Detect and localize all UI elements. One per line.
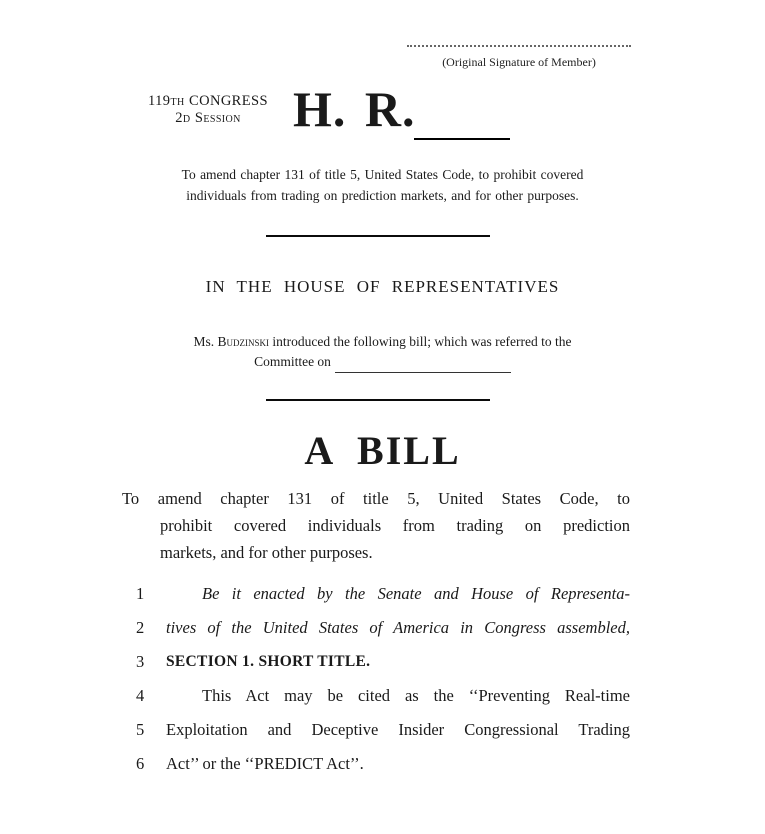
chamber-heading: IN THE HOUSE OF REPRESENTATIVES [205,277,560,296]
long-title-line: markets, and for other purposes. [160,543,373,562]
bill-line [136,679,630,713]
congress-ordinal: TH [170,97,185,108]
line-number: 5 [136,720,145,739]
bill-line [136,747,630,781]
committee-line [125,352,640,373]
bill-line [136,713,630,747]
session-ordinal: D [182,114,191,125]
bill-title: A BILL [304,428,461,473]
long-title [122,485,630,566]
long-title-line: To amend chapter 131 of title 5, United States Code, to [122,489,630,508]
purpose-statement-top [75,164,690,206]
line-text: Act’’ or the ‘‘PREDICT Act’’. [166,754,364,773]
session-word: Session [194,110,241,126]
line-text: SECTION 1. SHORT TITLE. [166,653,371,670]
line-number: 4 [136,686,145,705]
congress-number: 119 [148,93,171,109]
session-number: 2 [175,110,183,126]
sponsor-action-block [125,332,640,373]
separator-rule [266,235,490,237]
bill-body [136,577,630,781]
line-number: 6 [136,754,145,773]
bill-line [136,611,630,645]
signature-caption: (Original Signature of Member) [442,55,596,69]
congress-line [138,93,278,110]
sponsor-action-text: introduced the following bill; which was referred to the [268,334,572,349]
sponsor-name: Budzinski [217,334,269,349]
bill-number-blank [414,138,510,140]
line-text: tives of the United States of America in Congress assembled, [166,618,630,637]
line-number: 3 [136,652,145,671]
line-number: 2 [136,618,145,637]
session-line [138,110,278,127]
line-text: Exploitation and Deceptive Insider Congressional Trading [166,720,630,739]
bill-line [136,577,630,611]
bill-number: H. R. [293,81,416,137]
signature-block [407,45,631,70]
sponsor-action-line [125,332,640,352]
separator-rule [266,399,490,401]
line-number: 1 [136,584,145,603]
line-text: This Act may be cited as the ‘‘Preventing Real-time [202,686,630,705]
bill-line [136,645,630,679]
signature-dotted-line [407,45,631,47]
purpose-top-line: To amend chapter 131 of title 5, United States Code, to prohibit covered [181,167,584,182]
congress-session-block [138,93,278,127]
committee-label: Committee on [254,354,331,369]
committee-blank [335,352,511,373]
long-title-line: prohibit covered individuals from trading on prediction [160,516,630,535]
purpose-top-line: individuals from trading on prediction markets, and for other purposes. [186,188,579,203]
sponsor-prefix: Ms. [193,334,218,349]
congress-word: CONGRESS [189,93,268,109]
line-text: Be it enacted by the Senate and House of Representa- [202,584,630,603]
